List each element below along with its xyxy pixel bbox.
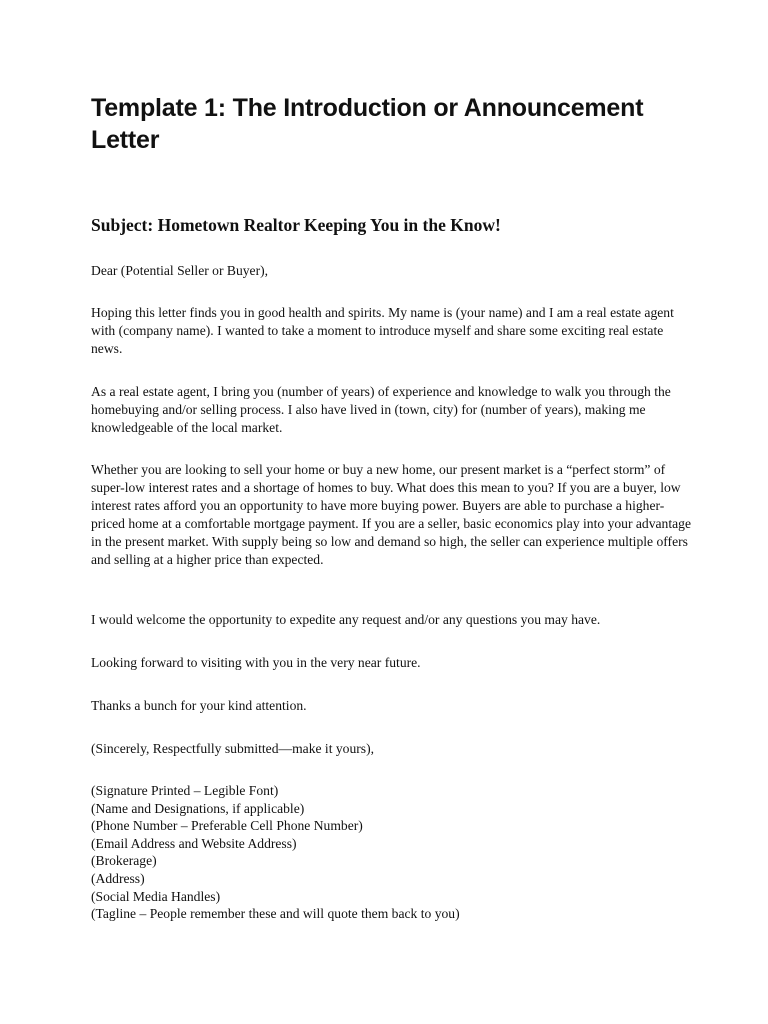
signature-line: (Brokerage) [91,853,157,869]
document-title: Template 1: The Introduction or Announcement Letter [91,94,644,154]
signature-line: (Phone Number – Preferable Cell Phone Number) [91,818,363,834]
paragraph-experience: As a real estate agent, I bring you (number of years) of experience and knowledge to walk you through the homebuying and/or selling process. I also have lived in (town, city) for (number of years), making me knowledgeable of the local market. [91,384,671,435]
signature-line: (Social Media Handles) [91,888,221,904]
paragraph-looking-forward: Looking forward to visiting with you in the very near future. [91,655,421,670]
paragraph-introduction: Hoping this letter finds you in good health and spirits. My name is (your name) and I am a real estate agent with (company name). I wanted to take a moment to introduce myself and share some exciting real estate news. [91,305,674,356]
signature-block [91,782,460,923]
signature-line: (Tagline – People remember these and will quote them back to you) [91,906,460,922]
letter-subject: Subject: Hometown Realtor Keeping You in the Know! [91,215,501,235]
paragraph-thanks: Thanks a bunch for your kind attention. [91,698,307,713]
paragraph-market: Whether you are looking to sell your home or buy a new home, our present market is a “perfect storm” of super-low interest rates and a shortage of homes to buy. What does this mean to you? If you are a buyer, low interest rates afford you an opportunity to have more buying power. Buyers are able to purchase a higher-priced home at a comfortable mortgage payment. If you are a seller, basic economics play into your advantage in the present market. With supply being so low and demand so high, the seller can experience multiple offers and selling at a higher price than expected. [91,462,691,567]
letter-closing: (Sincerely, Respectfully submitted—make it yours), [91,741,375,756]
letter-salutation: Dear (Potential Seller or Buyer), [91,263,269,278]
signature-line: (Address) [91,870,145,886]
signature-line: (Name and Designations, if applicable) [91,800,305,816]
signature-line: (Signature Printed – Legible Font) [91,783,279,798]
signature-line: (Email Address and Website Address) [91,835,297,851]
paragraph-welcome: I would welcome the opportunity to expedite any request and/or any questions you may have. [91,612,601,627]
